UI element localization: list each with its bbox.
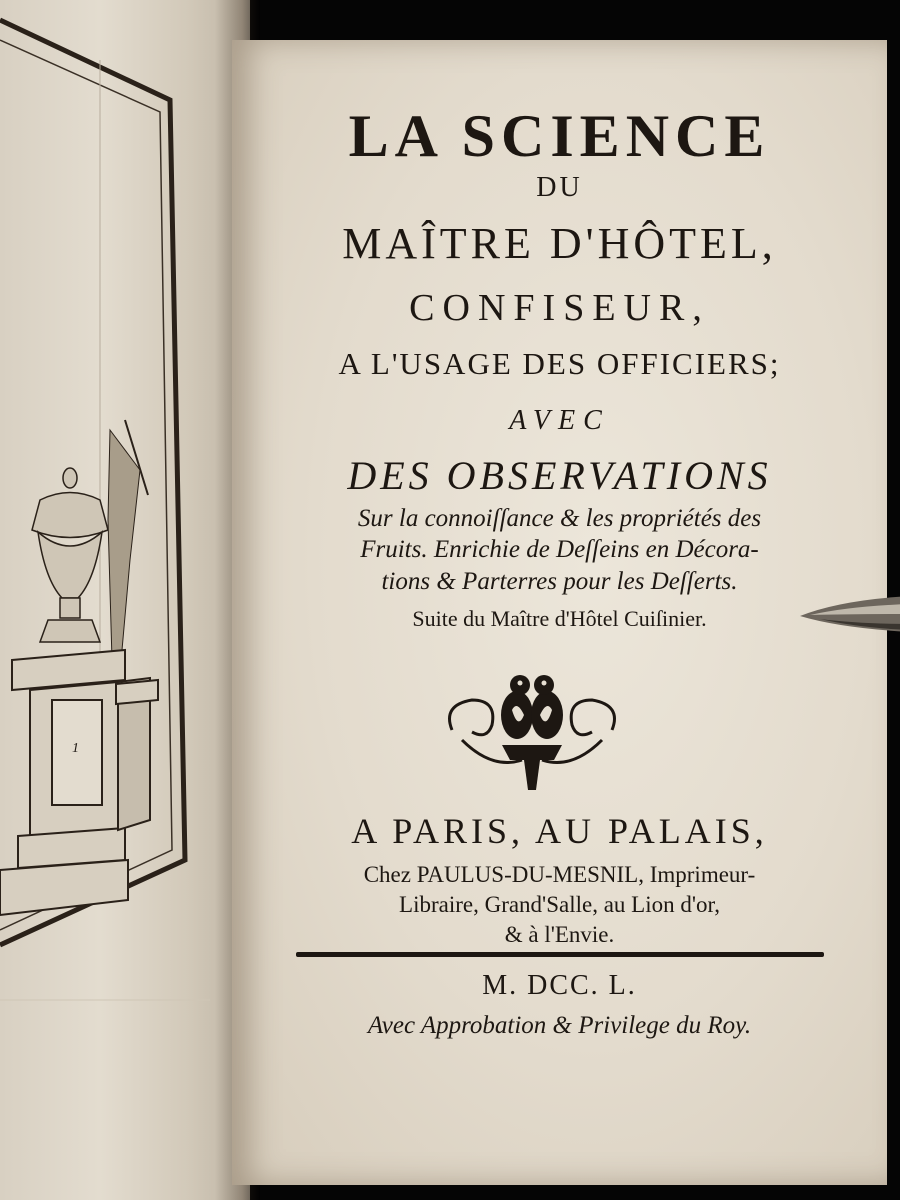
title-line-5: A L'USAGE DES OFFICIERS;: [338, 346, 781, 381]
privilege-line: Avec Approbation & Privilege du Roy.: [367, 1012, 752, 1039]
printers-ornament-birds: [442, 660, 622, 795]
subtitle-line-10: tions & Parterres pour les Deſſerts.: [381, 568, 738, 595]
title-line-6: AVEC: [509, 405, 610, 436]
imprint-line-4: & à l'Envie.: [504, 922, 615, 947]
title-line-4: CONFISEUR,: [409, 287, 710, 329]
subtitle-line-9: Fruits. Enrichie de Deſſeins en Décora-: [360, 536, 759, 563]
horizontal-rule: [296, 952, 824, 957]
title-line-7: DES OBSERVATIONS: [347, 453, 772, 498]
subtitle-line-11: Suite du Maître d'Hôtel Cuiſinier.: [412, 606, 707, 631]
title-page: [232, 40, 887, 1185]
metal-page-pointer: [800, 592, 900, 636]
imprint-line-1: A PARIS, AU PALAIS,: [351, 811, 768, 851]
plate-number: 1: [72, 741, 79, 756]
title-line-2: DU: [536, 172, 583, 203]
title-line-1: LA SCIENCE: [348, 103, 771, 169]
subtitle-line-8: Sur la connoiſſance & les propriétés des: [357, 505, 762, 532]
left-plate-page: [0, 0, 250, 1200]
title-line-3: MAÎTRE D'HÔTEL,: [342, 219, 777, 268]
imprint-line-2: Chez PAULUS-DU-MESNIL, Imprimeur-: [363, 862, 756, 887]
imprint-line-3: Libraire, Grand'Salle, au Lion d'or,: [399, 892, 720, 917]
engraving-illustration: [0, 0, 250, 1200]
publication-year: M. DCC. L.: [482, 970, 637, 1001]
